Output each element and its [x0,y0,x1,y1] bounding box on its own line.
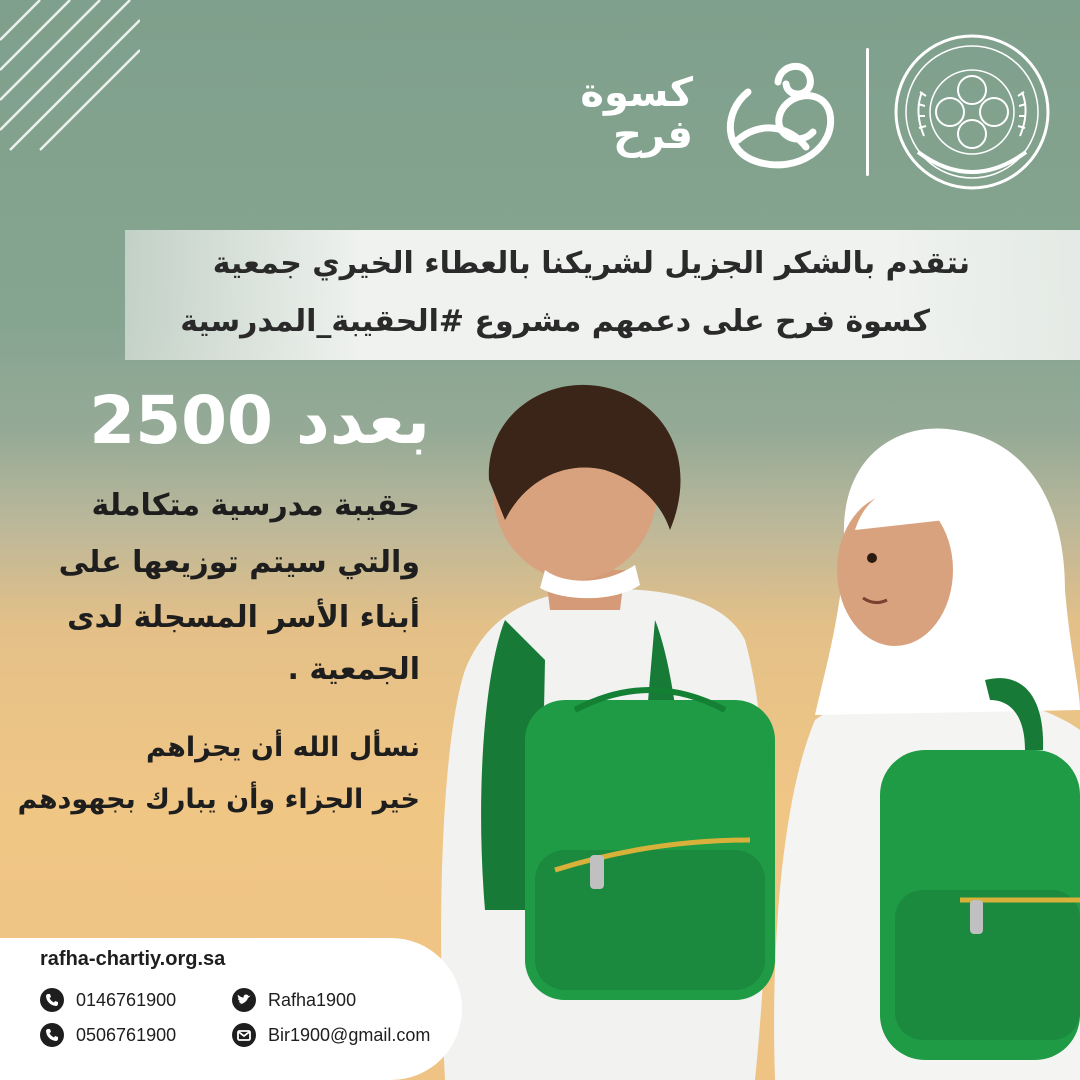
banner-line-2: كسوة فرح على دعمهم مشروع #الحقيبة_المدرسية [180,304,930,339]
phone-number-1[interactable]: 0146761900 [76,990,177,1010]
partner-logo-line2: فرح [613,112,693,158]
website-link[interactable]: rafha-chartiy.org.sa [40,948,226,970]
phone-icon [40,988,64,1012]
children-backpacks-illustration [425,370,1080,1080]
twitter-icon [232,988,256,1012]
twitter-handle[interactable]: Rafha1900 [268,990,357,1010]
body-line-4: الجمعية . [287,652,420,687]
prayer-line-2: خير الجزاء وأن يبارك بجهودهم [17,784,420,815]
charity-seal-icon [892,32,1052,192]
logo-divider [866,48,869,176]
partner-logo-name [548,72,693,156]
body-line-2: والتي سيتم توزيعها على [58,545,420,580]
partner-logo-line1: كسوة [580,70,693,116]
phone-icon [40,1023,64,1047]
email-icon [232,1023,256,1047]
partner-logo-icon [718,52,844,182]
email-address[interactable]: Bir1900@gmail.com [268,1025,431,1045]
thanks-banner [125,230,1080,360]
body-line-1: حقيبة مدرسية متكاملة [91,488,420,523]
body-line-3: أبناء الأسر المسجلة لدى [67,600,420,635]
contact-card [0,938,462,1080]
banner-line-1: نتقدم بالشكر الجزيل لشريكنا بالعطاء الخيري جمعية [212,246,970,281]
headline-count: بعدد 2500 [89,382,430,459]
decorative-stripes [0,0,140,160]
phone-number-2[interactable]: 0506761900 [76,1025,177,1045]
prayer-line-1: نسأل الله أن يجزاهم [145,732,420,763]
